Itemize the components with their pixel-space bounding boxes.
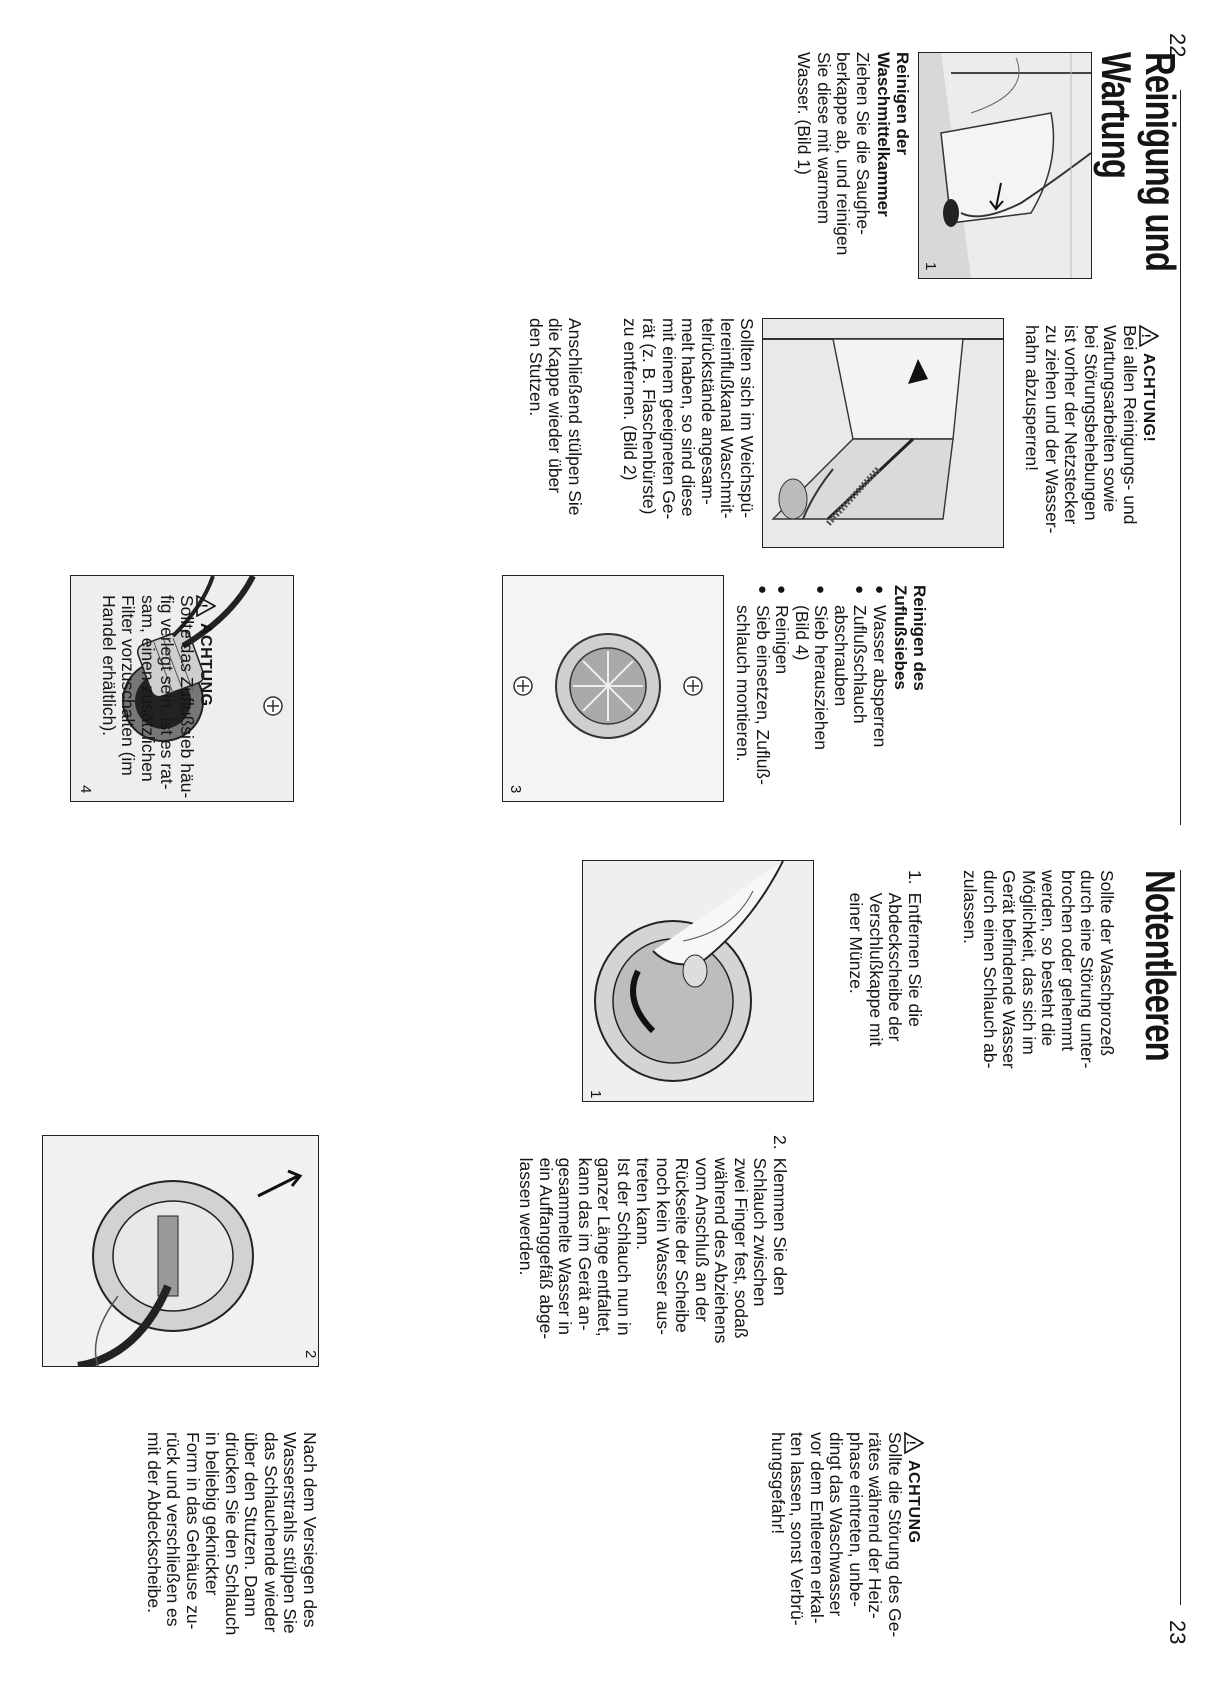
warning-label: ACHTUNG	[905, 1460, 922, 1544]
step-text: Entfernen Sie die Abdeckscheibe der Verschlußkappe mit einer Münze.	[846, 892, 925, 1047]
step-1	[846, 870, 924, 1130]
warning-triangle-icon	[904, 1432, 924, 1454]
figure-number: 3	[507, 785, 524, 794]
figure-2-drain-hose	[42, 1135, 319, 1367]
heading-inlet-sieve: Reinigen des Zuflußsiebes	[891, 585, 929, 691]
warning-text: Sollte die Störung des Ge- rätes während der Heiz- phase eintreten, unbe- dingt das Waschwasser vor dem Entleeren erkal- ten lassen, sonst Verbrü- hungsgefahr!	[768, 1432, 905, 1638]
warning-cleaning	[1022, 325, 1159, 625]
warning-text: Sollte das Zuflußsieb häu- fig verlegt sein, ist es rat- sam, einen zusätzlichen Filter vorzuschalten (im Handel erhältlich).	[99, 595, 197, 799]
section-title-cleaning: Reinigung und Wartung	[1093, 52, 1184, 272]
detergent-cap-drawing	[919, 53, 1091, 278]
warning-triangle-icon	[196, 595, 216, 617]
bottle-brush-drawing	[763, 319, 1003, 547]
step-number: 2.	[770, 1135, 790, 1150]
page-number-left: 22	[1165, 33, 1190, 58]
heading-detergent-chamber: Reinigen der Waschmittelkammer	[874, 52, 912, 217]
svg-text:!: !	[196, 603, 210, 609]
section-title-emergency-drain: Notentleeren	[1137, 870, 1184, 1061]
warning-triangle-icon	[1139, 325, 1159, 347]
svg-text:!: !	[904, 1440, 918, 1446]
warning-label: ACHTUNG	[197, 623, 214, 707]
inlet-connection-drawing	[503, 576, 723, 801]
list-item: ● Reinigen	[772, 585, 792, 825]
list-item: ● Wasser absperren	[870, 585, 890, 825]
sieve-steps-list	[733, 585, 889, 825]
text-emergency-intro: Sollte der Waschprozeß durch eine Störung unter- brochen oder gehemmt werden, so besteht die Möglichkeit, das sich im Gerät befindende Wasser durch einen Schlauch ab- zulassen.	[960, 870, 1117, 1069]
figure-3-inlet-connection	[502, 575, 724, 802]
list-item: ● Zuflußschlauch abschrauben	[831, 585, 870, 825]
figure-1-detergent-cap	[918, 52, 1092, 279]
figure-number: 4	[77, 785, 94, 794]
step-2	[516, 1135, 789, 1425]
drain-hose-drawing	[43, 1136, 318, 1366]
warning-label: ACHTUNG!	[1140, 353, 1157, 443]
figure-number: 1	[922, 262, 939, 271]
figure-number: 1	[587, 1090, 604, 1099]
text-detergent-cap: Ziehen Sie die Saughe- berkappe ab, und reinigen Sie diese mit warmem Wasser. (Bild 1)	[794, 52, 873, 256]
figure-2-bottle-brush	[762, 318, 1004, 548]
text-replace-cap: Anschließend stülpen Sie die Kappe wieder über den Stutzen.	[526, 318, 585, 516]
warning-scalding	[768, 1432, 925, 1692]
warning-text: Bei allen Reinigungs- und Wartungsarbeiten sowie bei Störungsbehebungen ist vorher der Netzstecker zu ziehen und der Wasser- hahn abzusperren!	[1022, 325, 1140, 534]
page-number-right: 23	[1165, 1620, 1190, 1645]
text-after-draining: Nach dem Versiegen des Wasserstrahls stülpen Sie das Schlauchende wieder über den Stutzen. Dann drücken Sie den Schlauch in beliebig geknickter Form in das Gehäuse zu- rück und verschließen es mit der Abdeckscheibe.	[144, 1432, 320, 1636]
svg-text:!: !	[1139, 333, 1153, 339]
step-number: 1.	[905, 870, 925, 885]
figure-number: 2	[302, 1350, 319, 1359]
list-item: ● Sieb einsetzen, Zufluß- schlauch montieren.	[733, 585, 772, 825]
remove-cover-drawing	[583, 861, 813, 1101]
figure-1-remove-cover	[582, 860, 814, 1102]
list-item: ● Sieb herausziehen (Bild 4)	[792, 585, 831, 825]
warning-inlet-filter	[99, 595, 217, 855]
text-softener-channel: Sollten sich im Weichspü- lereinflußkanal Waschmit- telrückstände angesam- melt haben, so sind diese mit einem geeigneten Ge- rät (z. B. Flaschenbürste) zu entfernen. (Bild 2)	[620, 318, 757, 520]
step-text: Klemmen Sie den Schlauch zwischen zwei Finger fest, sodaß während des Abziehens vom Anschluß an der Rückseite der Scheibe noch kein Wasser aus- treten kann. Ist der Schlauch nun in ganzer Länge entfaltet, kann das im Gerät an- gesammelte Wasser in ein Auffanggefäß abge- lassen werden.	[516, 1157, 790, 1344]
